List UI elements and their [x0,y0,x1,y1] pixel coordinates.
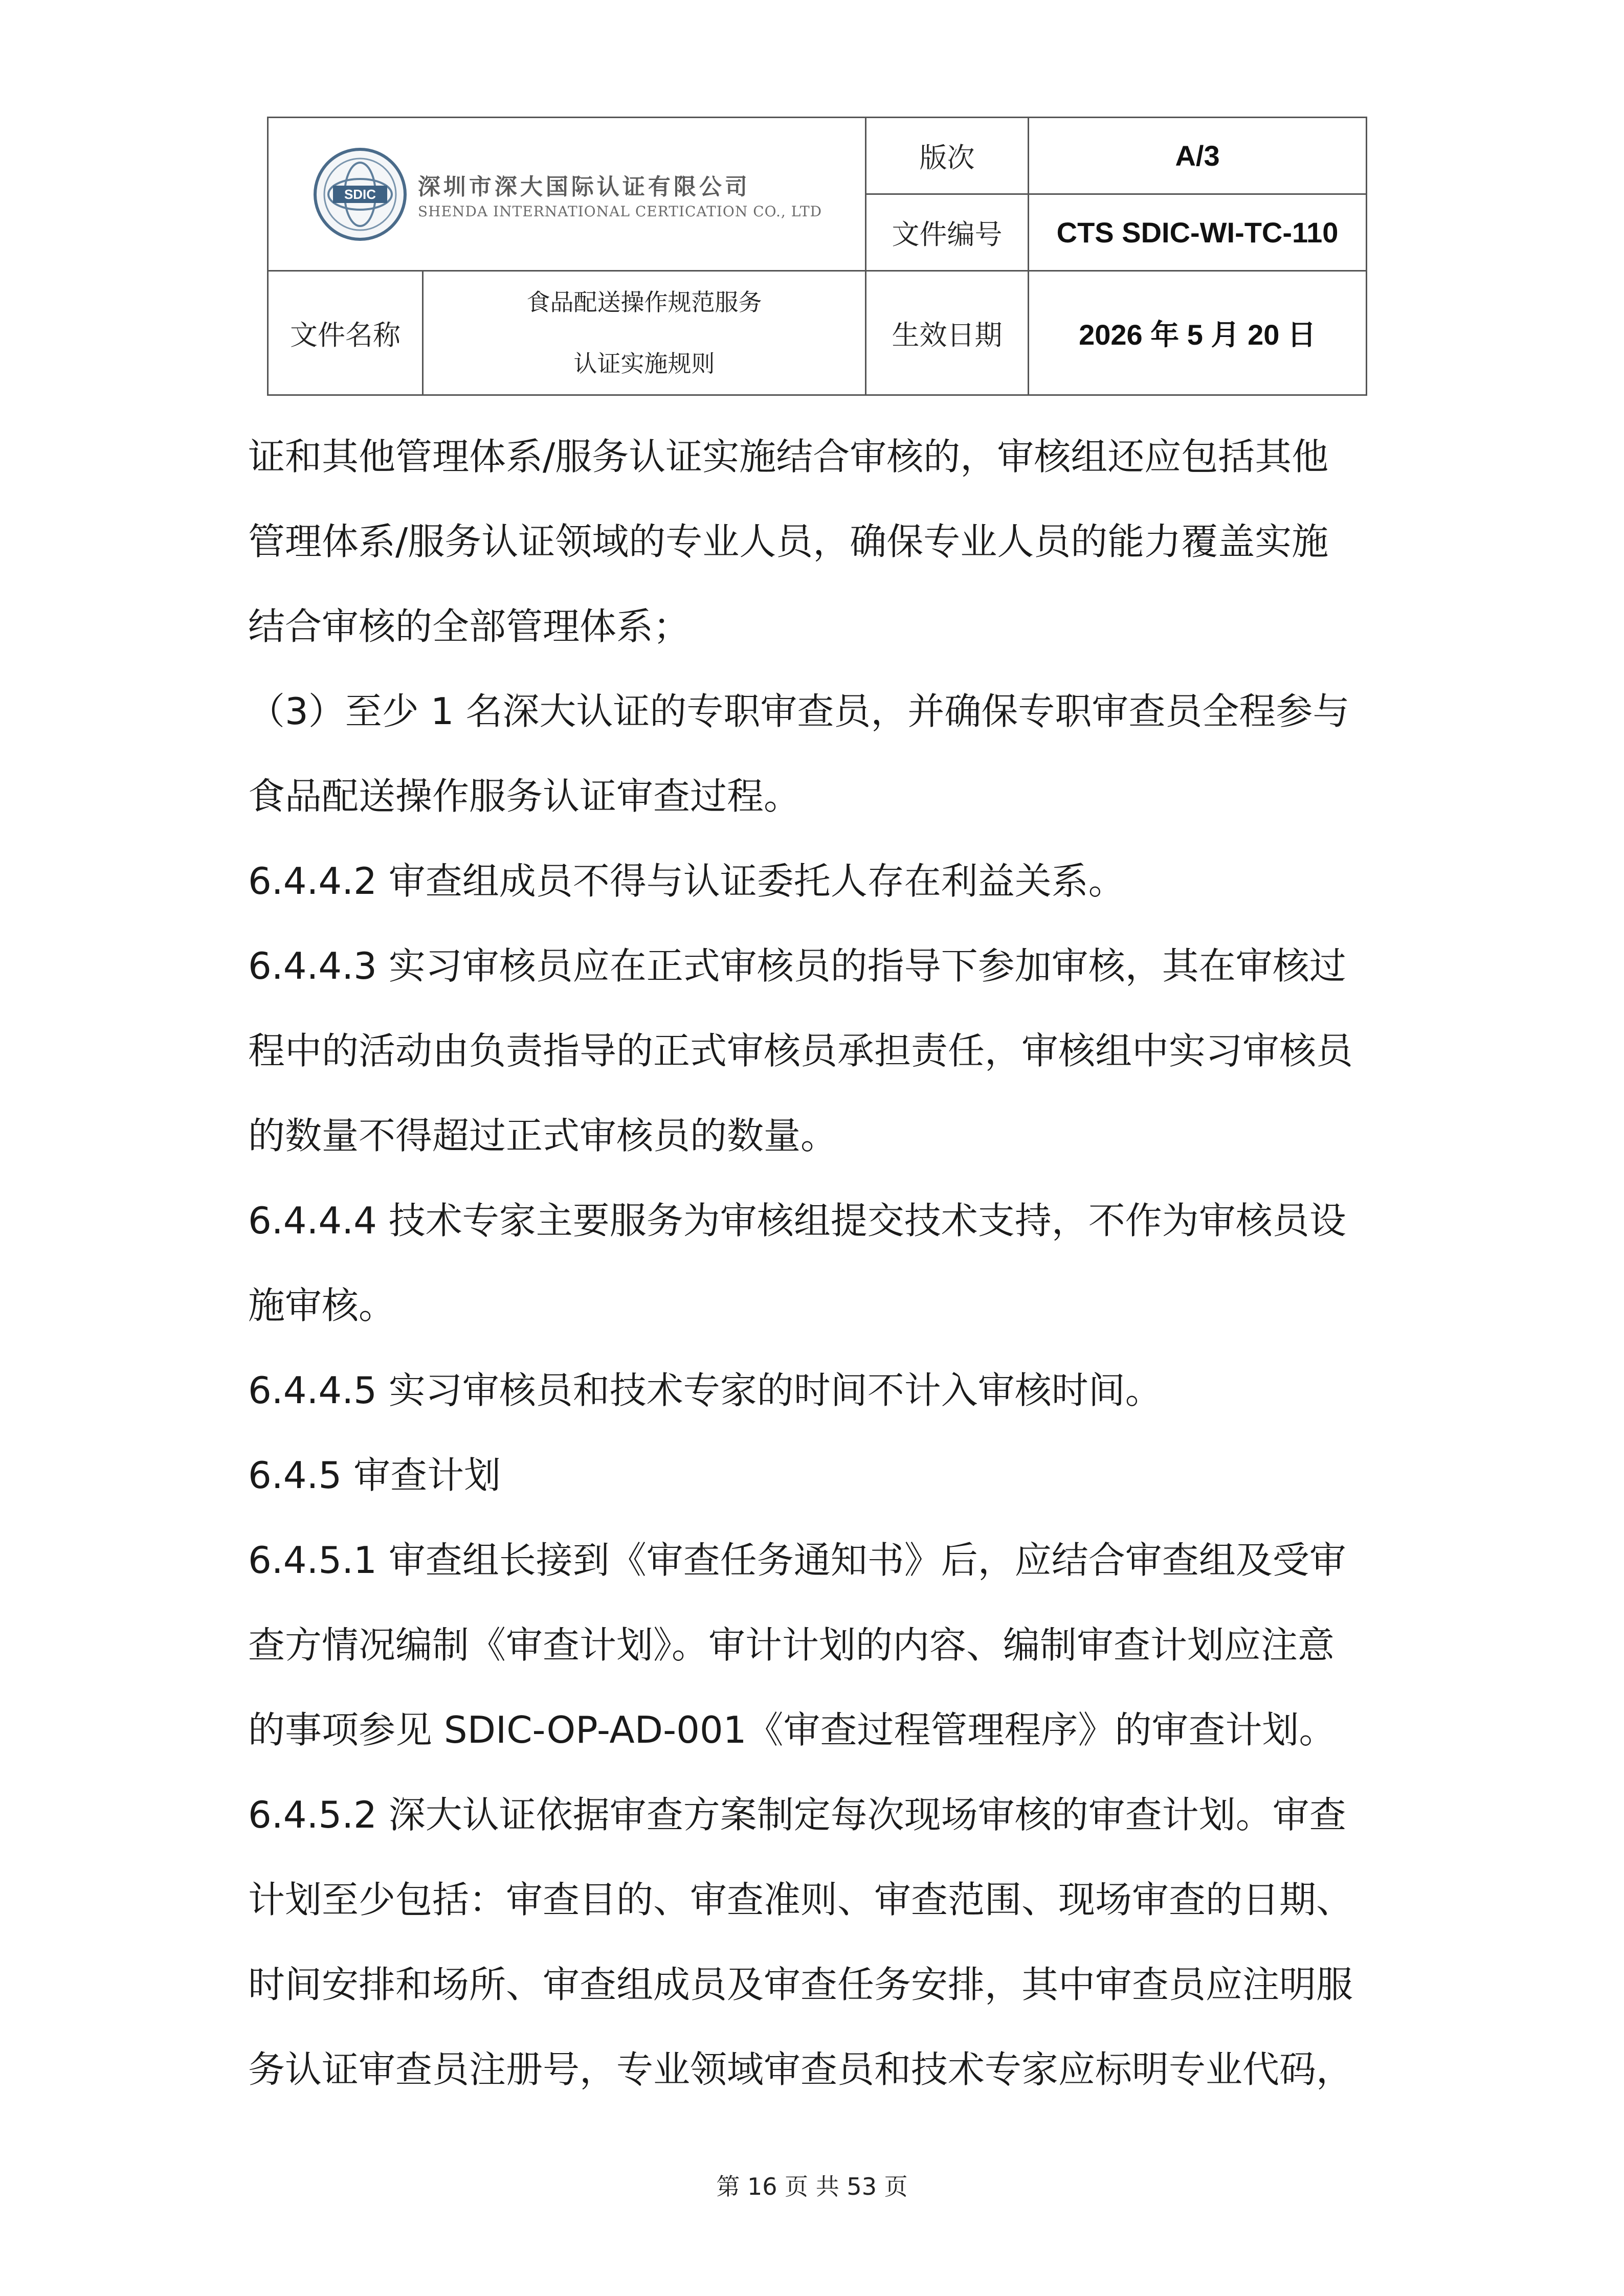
body-line: 查方情况编制《审查计划》。审计计划的内容、编制审查计划应注意 [248,1624,1335,1667]
body-line: 的事项参见 SDIC-OP-AD-001《审查过程管理程序》的审查计划。 [248,1708,1336,1751]
doc-name-line-2: 认证实施规则 [573,350,715,377]
body-line: 6.4.5.2 深大认证依据审查方案制定每次现场审核的审查计划。审查 [248,1793,1346,1836]
doc-number-value: CTS SDIC-WI-TC-110 [1029,194,1367,271]
document-header-table [267,117,1367,396]
company-name-cn: 深圳市深大国际认证有限公司 [417,174,750,200]
doc-name-label: 文件名称 [268,271,423,395]
document-body [248,414,1389,2112]
body-line: 结合审核的全部管理体系； [248,605,691,648]
effective-date-label: 生效日期 [866,271,1029,395]
doc-number-label: 文件编号 [866,194,1029,271]
body-line: 6.4.4.3 实习审核员应在正式审核员的指导下参加审核，其在审核过 [248,944,1346,987]
company-name-en: SHENDA INTERNATIONAL CERTICATION CO., LTD [417,203,822,220]
body-line: 管理体系/服务认证领域的专业人员，确保专业人员的能力覆盖实施 [248,520,1329,563]
body-line: 的数量不得超过正式审核员的数量。 [248,1114,838,1157]
emblem-text: SDIC [344,186,376,202]
sdic-emblem-icon [312,146,409,243]
body-line: 6.4.4.4 技术专家主要服务为审核组提交技术支持，不作为审核员设 [248,1199,1346,1242]
version-label: 版次 [866,118,1029,194]
body-line: 计划至少包括：审查目的、审查准则、审查范围、现场审查的日期、 [248,1878,1353,1921]
body-line: 务认证审查员注册号，专业领域审查员和技术专家应标明专业代码， [248,2048,1353,2091]
body-line: 证和其他管理体系/服务认证实施结合审核的，审核组还应包括其他 [248,435,1329,478]
body-line: 6.4.4.5 实习审核员和技术专家的时间不计入审核时间。 [248,1369,1162,1412]
effective-date-value: 2026 年 5 月 20 日 [1029,271,1367,395]
body-line: 食品配送操作服务认证审查过程。 [248,775,801,818]
doc-name-line-1: 食品配送操作规范服务 [526,288,762,316]
body-line: 6.4.5.1 审查组长接到《审查任务通知书》后，应结合审查组及受审 [248,1539,1346,1582]
logo-cell [268,118,866,271]
version-value: A/3 [1029,118,1367,194]
page-number-footer: 第 16 页 共 53 页 [716,2173,908,2200]
body-line: 6.4.5 审查计划 [248,1454,501,1497]
doc-name-value [423,271,866,395]
body-line: 时间安排和场所、审查组成员及审查任务安排，其中审查员应注明服 [248,1963,1353,2006]
body-line: 程中的活动由负责指导的正式审核员承担责任，审核组中实习审核员 [248,1029,1353,1072]
body-line: （3）至少 1 名深大认证的专职审查员，并确保专职审查员全程参与 [248,690,1350,733]
body-line: 6.4.4.2 审查组成员不得与认证委托人存在利益关系。 [248,860,1125,903]
body-line: 施审核。 [248,1284,396,1327]
